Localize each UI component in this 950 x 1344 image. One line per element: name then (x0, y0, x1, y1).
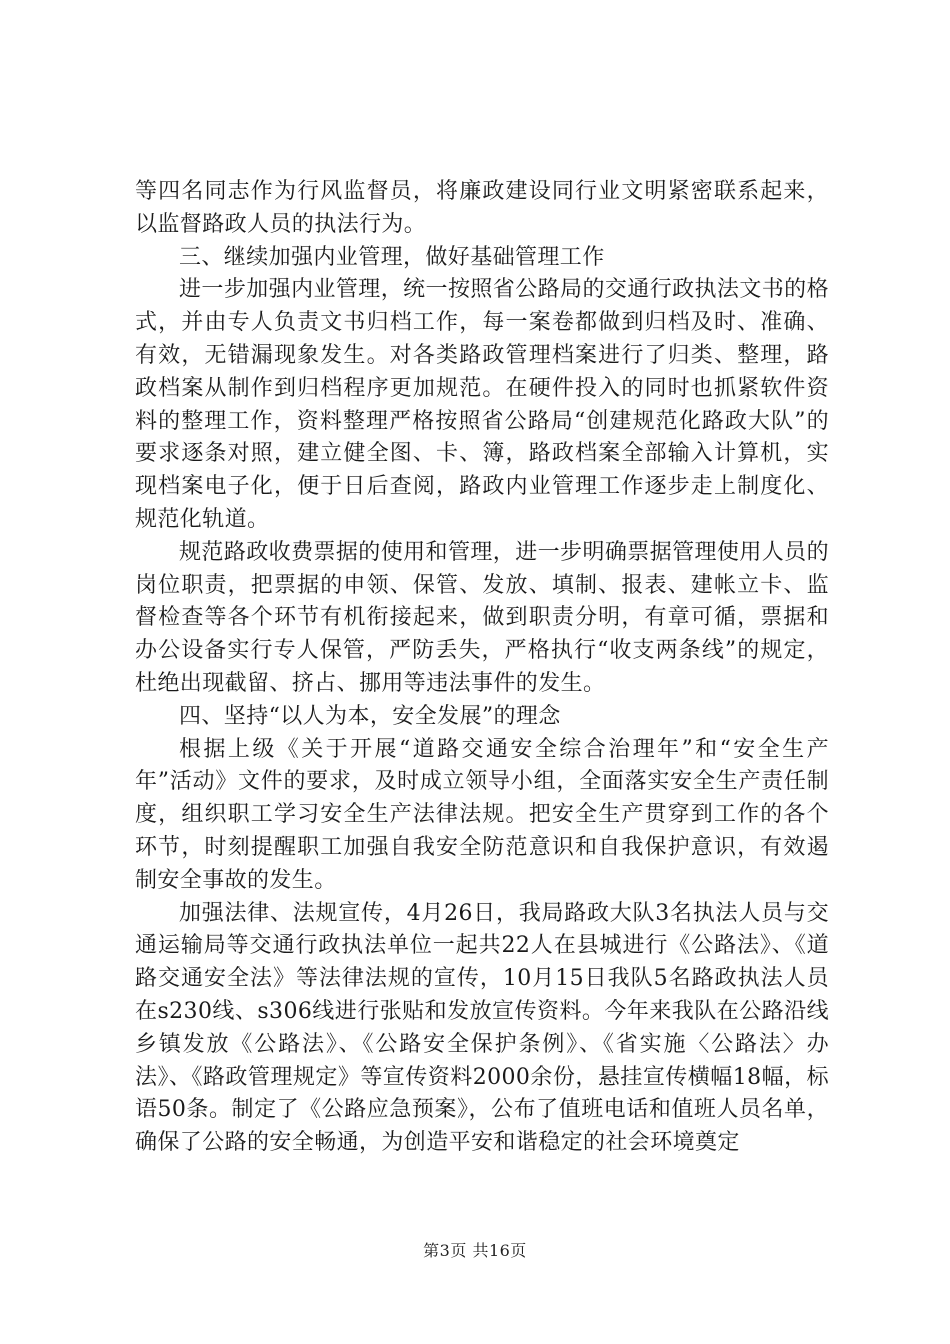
section-heading-3: 三、继续加强内业管理，做好基础管理工作 (179, 244, 605, 270)
paragraph-law-publicity: 加强法律、法规宣传，4月26日，我局路政大队3名执法人员与交通运输局等交通行政执法单位一起共22人在县城进行《公路法》、《道路交通安全法》等法律法规的宣传，10月15日我队5名路政执法人员在s230线、s306线进行张贴和发放宣传资料。今年来我队在公路沿线乡镇发放《公路法》、《公路安全保护条例》、《省实施〈公路法〉办法》、《路政管理规定》等宣传资料2000余份，悬挂宣传横幅18幅，标语50条。制定了《公路应急预案》，公布了值班电话和值班人员名单，确保了公路的安全畅通，为创造平安和谐稳定的社会环境奠定 (135, 900, 829, 1156)
page-number-footer: 第3页 共16页 (423, 1241, 527, 1260)
paragraph-internal-management: 进一步加强内业管理，统一按照省公路局的交通行政执法文书的格式，并由专人负责文书归档工作，每一案卷都做到归档及时、准确、有效，无错漏现象发生。对各类路政管理档案进行了归类、整理，路政档案从制作到归档程序更加规范。在硬件投入的同时也抓紧软件资料的整理工作，资料整理严格按照省公路局“创建规范化路政大队”的要求逐条对照，建立健全图、卡、簿，路政档案全部输入计算机，实现档案电子化，便于日后查阅，路政内业管理工作逐步走上制度化、规范化轨道。 (135, 277, 829, 532)
section-heading-4: 四、坚持“以人为本，安全发展”的理念 (179, 703, 561, 729)
paragraph-safety-production: 根据上级《关于开展“道路交通安全综合治理年”和“安全生产年”活动》文件的要求，及时成立领导小组，全面落实安全生产责任制度，组织职工学习安全生产法律法规。把安全生产贯穿到工作的各个环节，时刻提醒职工加强自我安全防范意识和自我保护意识，有效遏制安全事故的发生。 (135, 736, 829, 893)
paragraph-continuation: 等四名同志作为行风监督员，将廉政建设同行业文明紧密联系起来，以监督路政人员的执法行为。 (135, 179, 829, 237)
paragraph-ticket-management: 规范路政收费票据的使用和管理，进一步明确票据管理使用人员的岗位职责，把票据的申领、保管、发放、填制、报表、建帐立卡、监督检查等各个环节有机衔接起来，做到职责分明，有章可循，票据和办公设备实行专人保管，严防丢失，严格执行“收支两条线”的规定，杜绝出现截留、挤占、挪用等违法事件的发生。 (135, 539, 829, 696)
document-body (135, 176, 829, 1160)
